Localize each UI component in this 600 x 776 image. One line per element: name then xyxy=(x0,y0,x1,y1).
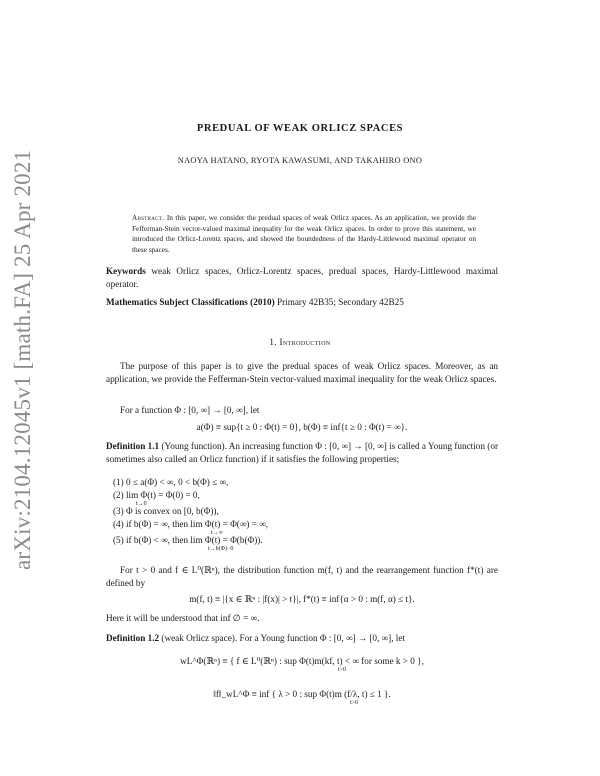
sup-subscript: t>0 xyxy=(350,700,359,706)
property-item: (4) if b(Φ) = ∞, then lim Φ(t) = Φ(∞) = ∞, t→∞ xyxy=(113,518,493,531)
definition-young xyxy=(106,440,498,465)
msc-text: Primary 42B35; Secondary 42B25 xyxy=(276,297,404,307)
equation-weak-orlicz-space: wL^Φ(ℝⁿ) ≡ { f ∈ L⁰(ℝⁿ) : sup Φ(t)m(kf, t) < ∞ for some k > 0 }, t>0 xyxy=(180,656,424,673)
limit-subscript: t→b(Φ)−0 xyxy=(208,546,234,552)
property-item: (3) Φ is convex on [0, b(Φ)), xyxy=(113,506,219,516)
definition-weak-orlicz xyxy=(106,632,498,645)
msc-label: Mathematics Subject Classifications (2010) xyxy=(106,297,275,307)
equation-distribution: m(f, t) ≡ |{x ∈ ℝⁿ : |f(x)| > t}|, f*(t) ≡ inf{α > 0 : m(f, α) ≤ t}. xyxy=(189,594,415,604)
property-item: (1) 0 ≤ a(Φ) < ∞, 0 < b(Φ) ≤ ∞, xyxy=(113,477,229,487)
def11-name: (Young function). xyxy=(161,441,227,451)
property-item: (2) lim Φ(t) = Φ(0) = 0, t→0 xyxy=(113,489,493,502)
paper-title: PREDUAL OF WEAK ORLICZ SPACES xyxy=(196,123,404,134)
abstract-text: In this paper, we consider the predual spaces of weak Orlicz spaces. As an application, we provide the Fefferman-Stein vector-valued maximal inequality for the weak Orlicz spaces. In order to prove this statement, we introduced the Orlicz-Lorentz spaces, and showed the boundedness of the Hardy-Littlewood maximal operator on these spaces. xyxy=(132,213,476,254)
sup-subscript: t>0 xyxy=(338,667,347,673)
limit-subscript: t→0 xyxy=(136,501,147,507)
equation-a-b: a(Φ) ≡ sup{t ≥ 0 : Φ(t) = 0}, b(Φ) ≡ inf{t ≥ 0 : Φ(t) = ∞}. xyxy=(196,422,408,432)
abstract-label: Abstract. xyxy=(132,213,165,222)
keywords-text: weak Orlicz spaces, Orlicz-Lorentz spaces, predual spaces, Hardy-Littlewood maximal operator. xyxy=(106,266,499,289)
section-heading: 1. Introduction xyxy=(269,337,331,347)
distribution-paragraph: For t > 0 and f ∈ L⁰(ℝⁿ), the distribution function m(f, t) and the rearrangement function f*(t) are defined by xyxy=(106,565,498,588)
intro-function-line: For a function Φ : [0, ∞] → [0, ∞], let xyxy=(120,405,260,415)
intro-paragraph: The purpose of this paper is to give the predual spaces of weak Orlicz spaces. Moreover, as an application, we provide the Fefferman-Stein vector-valued maximal inequality for the weak Orlicz spaces. xyxy=(106,361,498,384)
msc xyxy=(106,296,498,309)
inf-note: Here it will be understood that inf ∅ = ∞. xyxy=(106,613,260,623)
def12-name: (weak Orlicz space). xyxy=(161,633,238,643)
young-properties-list xyxy=(113,476,493,552)
def12-label: Definition 1.2 xyxy=(106,633,160,643)
equation-weak-orlicz-norm: ‖f‖_wL^Φ ≡ inf { λ > 0 : sup Φ(t)m (f/λ, t) ≤ 1 }. t>0 xyxy=(213,689,391,706)
def11-label: Definition 1.1 xyxy=(106,441,160,451)
property-item: (5) if b(Φ) < ∞, then lim Φ(t) = Φ(b(Φ)). t→b(Φ)−0 xyxy=(113,534,493,547)
abstract xyxy=(132,213,476,255)
paper-authors: NAOYA HATANO, RYOTA KAWASUMI, AND TAKAHIRO ONO xyxy=(177,156,423,165)
keywords-label: Keywords xyxy=(106,266,146,276)
def11-text: An increasing function Φ : [0, ∞] → [0, ∞] is called a Young function (or sometimes also called an Orlicz function) if it satisfies the following properties; xyxy=(106,441,498,464)
keywords xyxy=(106,265,498,290)
def12-text: For a Young function Φ : [0, ∞] → [0, ∞], let xyxy=(239,633,405,643)
arxiv-identifier: arXiv:2104.12045v1 [math.FA] 25 Apr 2021 xyxy=(10,149,35,570)
limit-subscript: t→∞ xyxy=(211,530,223,536)
